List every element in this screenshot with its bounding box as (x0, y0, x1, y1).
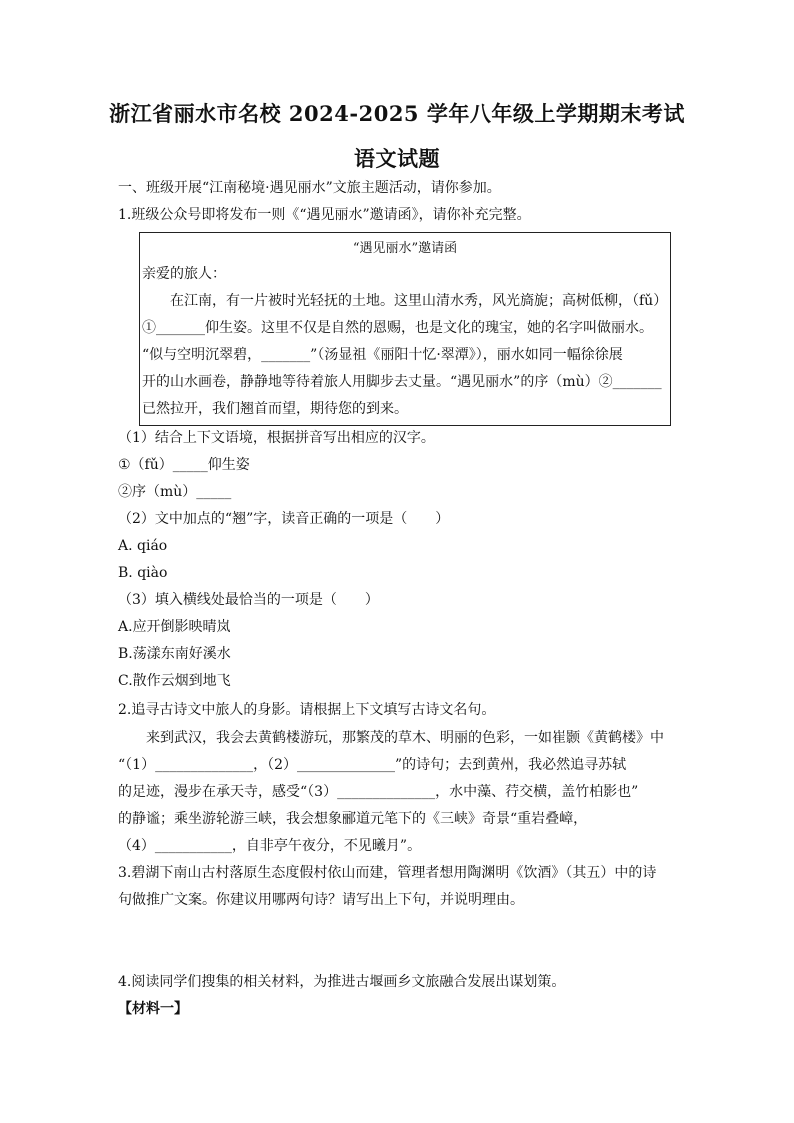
invitation-line: ①_______仰生姿。这里不仅是自然的恩赐，也是文化的瑰宝，她的名字叫做丽水。 (142, 320, 653, 336)
invitation-line: 在江南，有一片被时光轻抚的土地。这里山清水秀，风光旖旎；高树低柳，（fǔ） (142, 293, 668, 309)
invitation-box (139, 232, 671, 426)
q2-line: 来到武汉，我会去黄鹤楼游玩，那繁茂的草木、明丽的色彩，一如崔颢《黄鹤楼》中 (118, 730, 664, 746)
exam-subtitle: 语文试题 (354, 146, 440, 171)
material-1-heading: 【材料一】 (118, 1001, 188, 1017)
question-2: 2.追寻古诗文中旅人的身影。请根据上下文填写古诗文名句。 (118, 702, 496, 718)
q1-option: A.应开倒影映晴岚 (118, 619, 231, 635)
q1-option: B. qiào (118, 565, 168, 581)
question-4: 4.阅读同学们搜集的相关材料，为推进古堰画乡文旅融合发展出谋划策。 (118, 974, 566, 990)
question-1: 1.班级公众号即将发布一则《“遇见丽水”邀请函》，请你补充完整。 (118, 207, 531, 223)
q1-part: ②序（mù）_____ (118, 484, 232, 500)
q1-option: C.散作云烟到地飞 (118, 673, 231, 689)
q1-part: ①（fǔ）_____仰生姿 (118, 457, 250, 473)
q1-part: （3）填入横线处最恰当的一项是（ ） (118, 592, 379, 608)
exam-title: 浙江省丽水市名校 2024-2025 学年八年级上学期期末考试 (109, 101, 685, 126)
question-3: 3.碧湖下南山古村落原生态度假村依山而建，管理者想用陶渊明《饮酒》（其五）中的诗 (118, 865, 657, 881)
invitation-line: 已然拉开，我们翘首而望，期待您的到来。 (142, 401, 408, 417)
q1-option: B.荡漾东南好溪水 (118, 646, 231, 662)
section1-heading: 一、班级开展“江南秘境·遇见丽水”文旅主题活动，请你参加。 (118, 180, 501, 196)
q2-line: 的足迹，漫步在承天寺，感受“（3）______________，水中藻、荇交横，盖竹柏影也” (118, 784, 639, 800)
invitation-title: “遇见丽水”邀请函 (352, 241, 458, 256)
q1-part: （2）文中加点的“翘”字，读音正确的一项是（ ） (118, 511, 450, 527)
q3-line: 句做推广文案。你建议用哪两句诗？请写出上下句，并说明理由。 (118, 892, 524, 908)
q1-part: （1）结合上下文语境，根据拼音写出相应的汉字。 (118, 430, 435, 446)
q2-line: 的静谧；乘坐游轮游三峡，我会想象郦道元笔下的《三峡》奇景“重岩叠嶂， (118, 811, 588, 827)
invitation-line: 开的山水画卷，静静地等待着旅人用脚步去丈量。“遇见丽水”的序（mù）②_______ (142, 374, 662, 390)
invitation-line: “似与空明沉翠碧，_______”（汤显祖《丽阳十忆·翠潭》），丽水如同一幅徐徐展 (142, 347, 623, 363)
invitation-line: 亲爱的旅人： (142, 266, 226, 282)
q1-option: A. qiáo (118, 538, 168, 554)
q2-line: （4）___________，自非亭午夜分，不见曦月”。 (118, 838, 422, 854)
q2-line: “（1）______________，（2）______________”的诗句；去到黄州，我必然追寻苏轼 (118, 757, 627, 773)
